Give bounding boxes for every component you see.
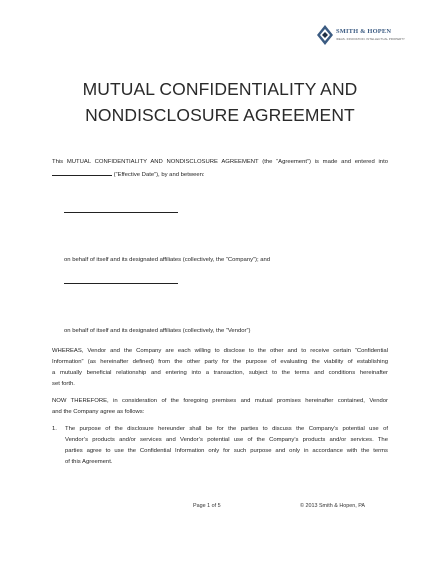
now-therefore-line-2: and the Company agree as follows:	[52, 409, 145, 415]
whereas-line-2: Information” (as hereinafter defined) from the other party for the purpose of evaluating the viability of establishing	[52, 359, 388, 365]
intro-line-1: This MUTUAL CONFIDENTIALITY AND NONDISCLOSURE AGREEMENT (the “Agreement”) is made and entered into	[52, 159, 388, 165]
intro-line-2-text: (“Effective Date”), by and between:	[113, 172, 205, 178]
vendor-name-blank	[64, 283, 178, 284]
clause-number: 1.	[52, 426, 57, 432]
clause-1-line-4: of this Agreement.	[65, 459, 113, 465]
page-number: Page 1 of 5	[193, 503, 221, 509]
whereas-line-1: WHEREAS, Vendor and the Company are each willing to disclose to the other and to receive certain “Confidential	[52, 348, 388, 354]
vendor-party-text: on behalf of itself and its designated affiliates (collectively, the “Vendor”)	[64, 328, 251, 334]
footer-copyright: © 2013 Smith & Hopen, PA	[300, 503, 366, 509]
effective-date-blank	[52, 168, 112, 176]
clause-1-line-1: The purpose of the disclosure hereunder shall be for the parties to discuss the Company’s potential use of	[65, 426, 388, 432]
logo-brand-text: SMITH & HOPEN	[336, 28, 392, 35]
title-line-2: NONDISCLOSURE AGREEMENT	[85, 105, 355, 125]
company-name-blank	[64, 212, 178, 213]
clause-1-line-3: parties agree to use the Confidential Information only for such purpose and only in accordance with the terms	[65, 448, 388, 454]
clause-1-line-2: Vendor’s products and/or services and Vendor’s potential use of the Company’s products and/or services. The	[65, 437, 388, 443]
title-line-1: MUTUAL CONFIDENTIALITY AND	[82, 79, 358, 99]
company-logo	[316, 24, 416, 50]
now-therefore-line-1: NOW THEREFORE, in consideration of the foregoing premises and mutual promises hereinafter contained, Vendor	[52, 398, 388, 404]
company-party-text: on behalf of itself and its designated affiliates (collectively, the “Company”); and	[64, 257, 271, 263]
logo-tagline: IDEAS. INNOVATION. INTELLECTUAL PROPERTY	[336, 37, 406, 41]
diamond-logo-icon	[316, 24, 334, 46]
intro-line-2	[52, 168, 388, 182]
whereas-line-3: a mutually beneficial relationship and entering into a transaction, subject to the terms and conditions hereinafter	[52, 370, 388, 376]
whereas-line-4: set forth.	[52, 381, 75, 387]
document-title	[60, 76, 380, 128]
